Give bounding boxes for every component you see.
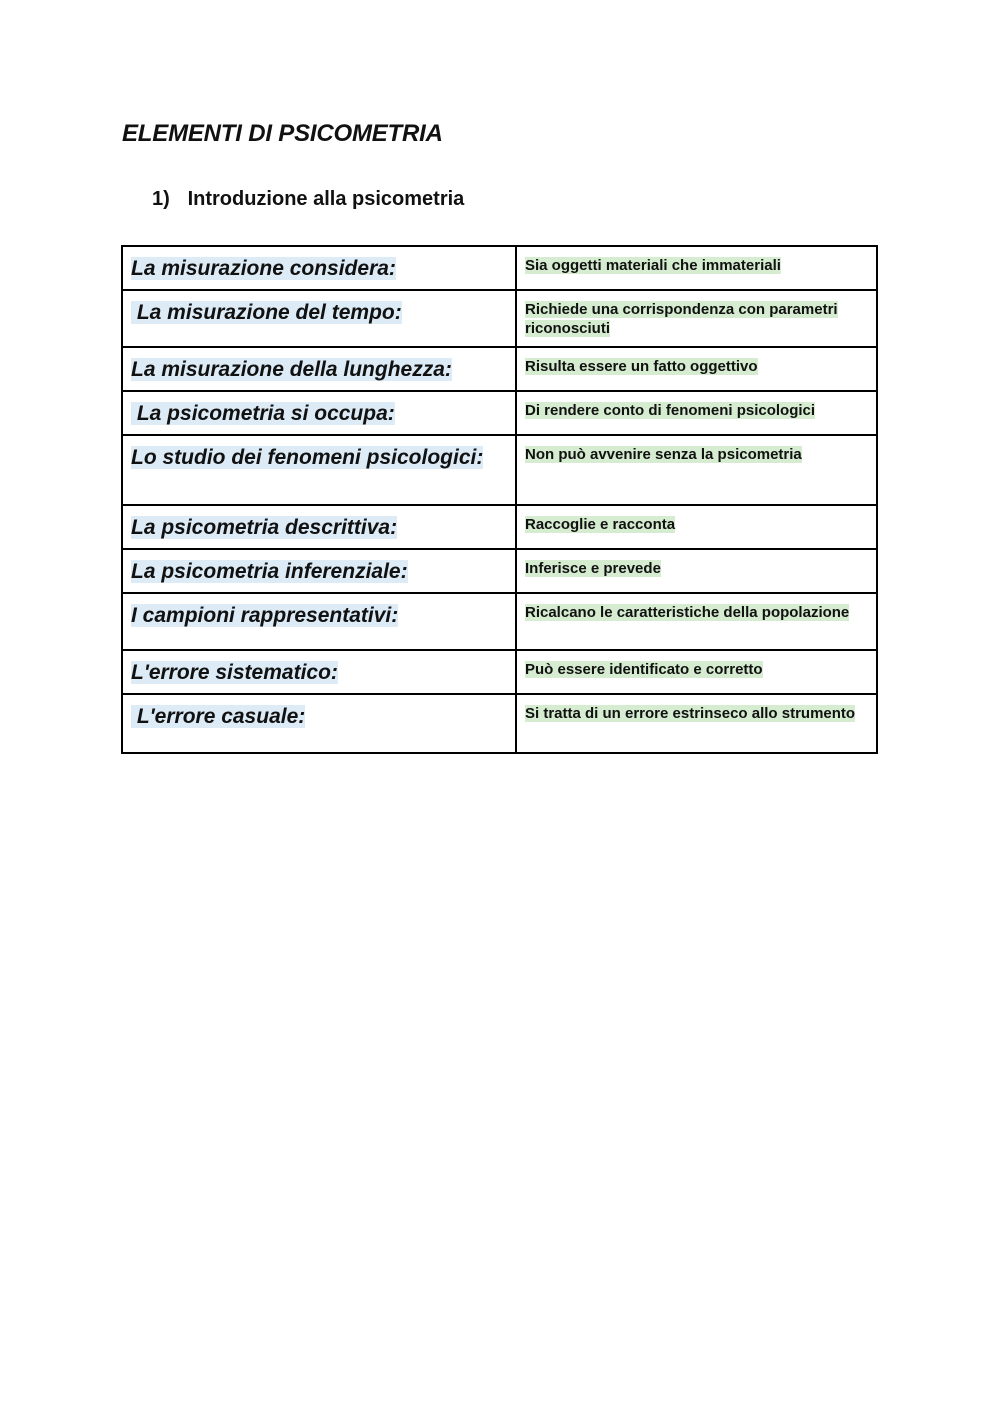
answer-text: Non può avvenire senza la psicometria xyxy=(525,446,802,463)
answer-cell xyxy=(516,435,877,505)
question-text: L'errore casuale: xyxy=(131,705,306,728)
table-row xyxy=(122,549,877,593)
question-text: La psicometria descrittiva: xyxy=(131,516,398,539)
answer-cell xyxy=(516,650,877,694)
question-cell xyxy=(122,549,516,593)
question-cell xyxy=(122,347,516,391)
question-cell xyxy=(122,435,516,505)
answer-text: Inferisce e prevede xyxy=(525,560,661,577)
section-title: Introduzione alla psicometria xyxy=(187,188,465,210)
question-text: Lo studio dei fenomeni psicologici: xyxy=(131,446,484,469)
answer-text: Risulta essere un fatto oggettivo xyxy=(525,358,758,375)
answer-cell xyxy=(516,391,877,435)
question-cell xyxy=(122,694,516,753)
answer-cell xyxy=(516,593,877,650)
question-text: La misurazione della lunghezza: xyxy=(131,358,452,381)
table-row xyxy=(122,650,877,694)
table-row xyxy=(122,290,877,347)
question-cell xyxy=(122,391,516,435)
answer-cell xyxy=(516,505,877,549)
answer-text: Raccoglie e racconta xyxy=(525,516,676,533)
answer-text: Si tratta di un errore estrinseco allo strumento xyxy=(525,705,856,722)
answer-text: Sia oggetti materiali che immateriali xyxy=(525,257,781,274)
answer-text: Ricalcano le caratteristiche della popolazione xyxy=(525,604,850,621)
table-row xyxy=(122,347,877,391)
document-title: ELEMENTI DI PSICOMETRIA xyxy=(122,120,443,147)
question-cell xyxy=(122,650,516,694)
qa-table xyxy=(121,245,878,754)
question-text: La misurazione considera: xyxy=(131,257,396,280)
question-cell xyxy=(122,290,516,347)
table-row xyxy=(122,505,877,549)
section-heading xyxy=(152,188,464,211)
table-row xyxy=(122,435,877,505)
answer-cell xyxy=(516,694,877,753)
question-cell xyxy=(122,246,516,290)
question-text: La misurazione del tempo: xyxy=(131,301,402,324)
section-number: 1) xyxy=(152,188,170,210)
question-cell xyxy=(122,505,516,549)
question-text: L'errore sistematico: xyxy=(131,661,338,684)
question-text: La psicometria inferenziale: xyxy=(131,560,408,583)
answer-cell xyxy=(516,246,877,290)
answer-cell xyxy=(516,549,877,593)
question-text: La psicometria si occupa: xyxy=(131,402,395,425)
answer-text: Richiede una corrispondenza con parametri riconosciuti xyxy=(525,301,838,337)
question-text: I campioni rappresentativi: xyxy=(131,604,399,627)
answer-text: Di rendere conto di fenomeni psicologici xyxy=(525,402,816,419)
question-cell xyxy=(122,593,516,650)
table-row xyxy=(122,246,877,290)
table-row xyxy=(122,593,877,650)
answer-cell xyxy=(516,347,877,391)
answer-cell xyxy=(516,290,877,347)
table-row xyxy=(122,391,877,435)
answer-text: Può essere identificato e corretto xyxy=(525,661,763,678)
table-row xyxy=(122,694,877,753)
